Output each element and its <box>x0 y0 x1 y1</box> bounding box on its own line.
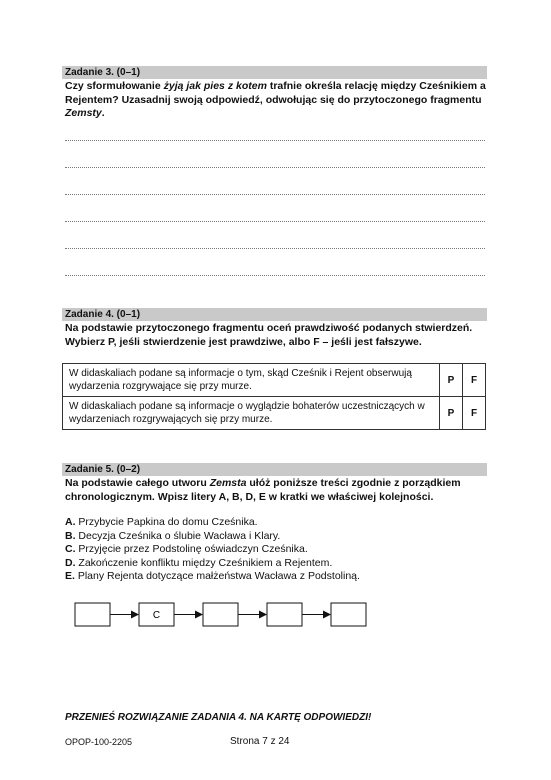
option-letter: A. <box>65 516 76 528</box>
answer-box-1[interactable] <box>75 603 110 626</box>
true-option[interactable]: P <box>440 397 463 430</box>
statement-text: W didaskaliach podane są informacje o wyglądzie bohaterów uczestniczących w wydarzeniach rozgrywających się przy murze. <box>63 397 440 430</box>
task3-question-title: Zemsty <box>65 107 102 119</box>
option-letter: D. <box>65 556 76 569</box>
false-option[interactable]: F <box>463 397 486 430</box>
task5-question-part2: ułóż poniższe treści zgodnie z porządkiem chronologicznym. Wpisz litery A, B, D, E w kratki we właściwej kolejności. <box>65 477 461 503</box>
option-text: Zakończenie konfliktu między Cześnikiem a Rejentem. <box>75 556 333 569</box>
option-text: Decyzja Cześnika o ślubie Wacława i Klary. <box>75 529 281 542</box>
answer-box-3[interactable] <box>203 603 238 626</box>
task4-header: Zadanie 4. (0–1) <box>62 308 487 321</box>
exam-code: OPOP-100-2205 <box>65 737 133 747</box>
task3-question-end: . <box>101 107 105 119</box>
box-label: C <box>152 610 161 621</box>
task4-question-line1: Na podstawie przytoczonego fragmentu oceń prawdziwość podanych stwierdzeń. <box>65 322 473 334</box>
option-text: Przyjęcie przez Podstolinę oświadczyn Cześnika. <box>75 543 308 555</box>
task3-question-part2: trafnie określa relację między Cześnikiem a Rejentem? Uzasadnij swoją odpowiedź, odwołując się do przytoczonego fragmentu <box>65 80 486 106</box>
option-letter: B. <box>65 529 76 542</box>
answer-box-5[interactable] <box>331 603 366 626</box>
task5-question-part1: Na podstawie całego utworu <box>65 477 210 489</box>
option-text: Plany Rejenta dotyczące małżeństwa Wacława z Podstoliną. <box>74 570 360 582</box>
false-option[interactable]: F <box>463 364 486 397</box>
task3-question-quote: żyją jak pies z kotem <box>163 80 267 92</box>
task5-question-title: Zemsta <box>209 477 247 489</box>
statement-text: W didaskaliach podane są informacje o tym, skąd Cześnik i Rejent obserwują wydarzenia rozgrywające się przy murze. <box>63 364 440 397</box>
answer-box-4[interactable] <box>267 603 302 626</box>
task3-question-part1: Czy sformułowanie <box>65 80 164 92</box>
transfer-note: PRZENIEŚ ROZWIĄZANIE ZADANIA 4. NA KARTĘ ODPOWIEDZI! <box>65 712 372 723</box>
task4-question-line2: Wybierz P, jeśli stwierdzenie jest prawdziwe, albo F – jeśli jest fałszywe. <box>65 335 422 348</box>
option-letter: C. <box>65 543 76 555</box>
option-text: Przybycie Papkina do domu Cześnika. <box>75 516 258 528</box>
task3-header: Zadanie 3. (0–1) <box>62 66 487 79</box>
task5-header: Zadanie 5. (0–2) <box>62 463 487 476</box>
option-letter: E. <box>65 570 75 582</box>
page-number: Strona 7 z 24 <box>230 736 290 747</box>
true-option[interactable]: P <box>440 364 463 397</box>
